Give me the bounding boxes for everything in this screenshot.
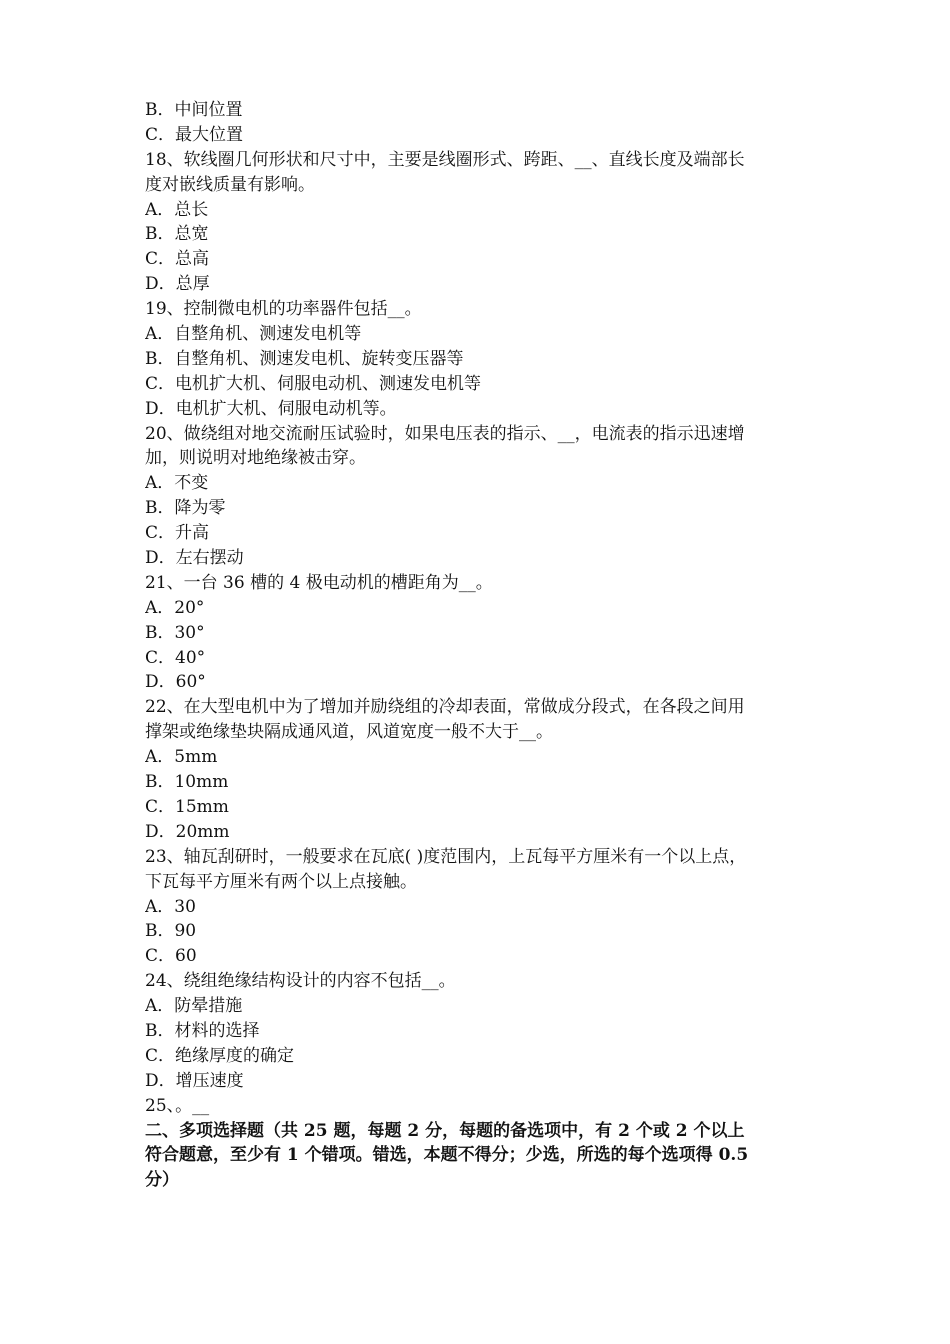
text-line: A．总长	[145, 199, 209, 220]
text-line: C．总高	[145, 249, 210, 270]
text-line: A．5mm	[145, 747, 218, 768]
text-line: 19、控制微电机的功率器件包括__。	[145, 299, 422, 320]
document-page	[145, 98, 813, 1193]
text-line: B．10mm	[145, 772, 229, 793]
section-heading-line: 分）	[145, 1170, 179, 1191]
text-line: C．最大位置	[145, 124, 244, 145]
text-line: 24、绕组绝缘结构设计的内容不包括__。	[145, 971, 456, 992]
text-line: C．15mm	[145, 796, 229, 817]
text-line: 18、软线圈几何形状和尺寸中，主要是线圈形式、跨距、__、直线长度及端部长	[145, 149, 745, 170]
text-line: B．总宽	[145, 224, 209, 245]
text-line: D．60°	[145, 672, 206, 693]
text-line: B．90	[145, 921, 197, 942]
text-line: C．40°	[145, 647, 206, 668]
text-line: D．总厚	[145, 274, 210, 295]
text-line: A．30	[145, 896, 196, 917]
text-line: 下瓦每平方厘米有两个以上点接触。	[145, 871, 417, 892]
text-line: C．电机扩大机、伺服电动机、测速发电机等	[145, 373, 482, 394]
text-line: B．自整角机、测速发电机、旋转变压器等	[145, 348, 464, 369]
text-line: 20、做绕组对地交流耐压试验时，如果电压表的指示、__，电流表的指示迅速增	[145, 423, 745, 444]
text-line: 撑架或绝缘垫块隔成通风道，风道宽度一般不大于__。	[145, 722, 553, 743]
text-line: A．不变	[145, 473, 209, 494]
text-line: A．20°	[145, 597, 205, 618]
text-line: D．20mm	[145, 821, 230, 842]
text-line: D．电机扩大机、伺服电动机等。	[145, 398, 397, 419]
text-line: 21、一台 36 槽的 4 极电动机的槽距角为__。	[145, 572, 493, 593]
text-line: 加，则说明对地绝缘被击穿。	[145, 448, 366, 469]
text-line: B．中间位置	[145, 100, 243, 120]
text-line: A．防晕措施	[145, 996, 243, 1017]
text-line: D．左右摆动	[145, 548, 244, 569]
text-line: 度对嵌线质量有影响。	[145, 174, 315, 195]
text-line: 25、。__	[145, 1095, 210, 1116]
text-line: D．增压速度	[145, 1070, 244, 1091]
text-line: C．升高	[145, 523, 210, 544]
text-line: 23、轴瓦刮研时，一般要求在瓦底( )度范围内，上瓦每平方厘米有一个以上点，	[145, 846, 747, 867]
text-line: A．自整角机、测速发电机等	[145, 324, 362, 345]
text-line: C．绝缘厚度的确定	[145, 1045, 295, 1066]
section-heading-line: 二、多项选择题（共 25 题，每题 2 分，每题的备选项中，有 2 个或 2 个以上	[145, 1120, 745, 1141]
text-line: 22、在大型电机中为了增加并励绕组的冷却表面，常做成分段式，在各段之间用	[145, 697, 745, 718]
text-line: C．60	[145, 946, 197, 967]
section-heading-line: 符合题意，至少有 1 个错项。错选，本题不得分；少选，所选的每个选项得 0.5	[145, 1145, 749, 1166]
text-line: B．30°	[145, 622, 205, 643]
text-line: B．降为零	[145, 498, 226, 519]
text-line: B．材料的选择	[145, 1020, 260, 1041]
